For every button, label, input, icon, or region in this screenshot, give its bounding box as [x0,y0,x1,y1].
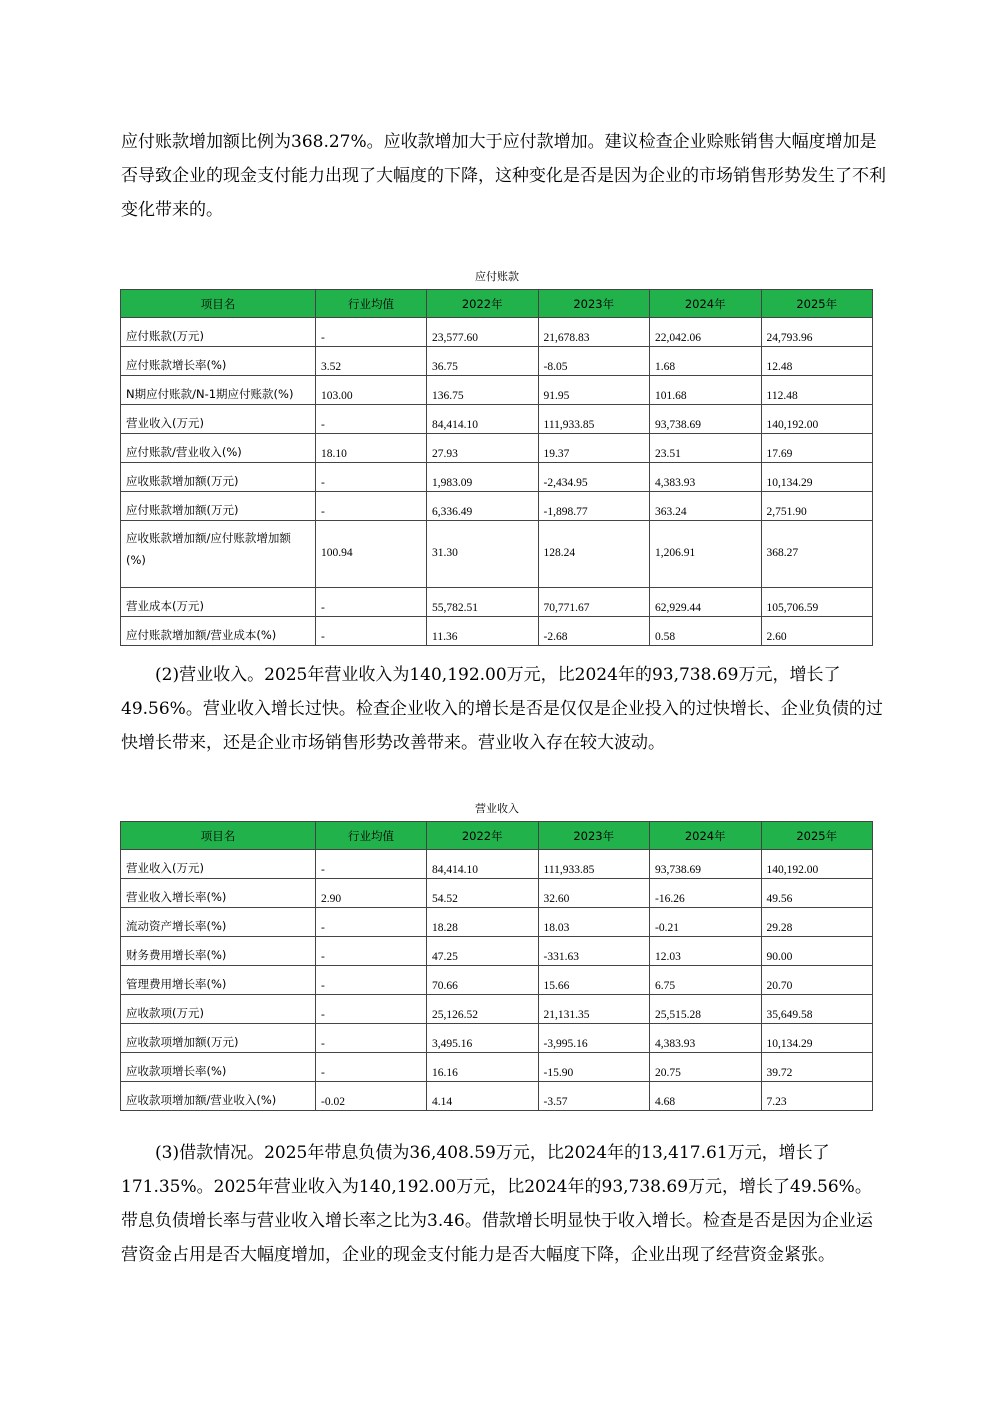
row-label-cell: 应收款项增加额/营业收入(%) [121,1082,316,1111]
value-cell: 111,933.85 [538,405,650,434]
value-cell: 19.37 [538,434,650,463]
paragraph-revenue-analysis: (2)营业收入。2025年营业收入为140,192.00万元，比2024年的93,738.69万元，增长了49.56%。营业收入增长过快。检查企业收入的增长是否是仅仅是企业投入的过快增长、企业负债的过快增长带来，还是企业市场销售形势改善带来。营业收入存在较大波动。 [121,665,883,753]
table-row [121,463,873,492]
value-cell: 2,751.90 [761,492,873,521]
value-cell: 18.10 [316,434,427,463]
value-cell: -8.05 [538,347,650,376]
row-label-cell: 应收账款增加额(万元) [121,463,316,492]
row-label-cell: 营业收入(万元) [121,405,316,434]
table-row [121,434,873,463]
value-cell: 18.03 [538,908,650,937]
value-cell: 10,134.29 [761,1024,873,1053]
value-cell: - [316,318,427,347]
paragraph-borrowing-analysis: (3)借款情况。2025年带息负债为36,408.59万元，比2024年的13,417.61万元，增长了171.35%。2025年营业收入为140,192.00万元，比2024年的93,738.69万元，增长了49.56%。带息负债增长率与营业收入增长率之比为3.46。借款增长明显快于收入增长。检查是否是因为企业运营资金占用是否大幅度增加，企业的现金支付能力是否大幅度下降，企业出现了经营资金紧张。 [121,1143,873,1265]
value-cell: 111,933.85 [538,850,650,879]
table-row [121,1082,873,1111]
value-cell: 23,577.60 [427,318,539,347]
value-cell: 20.75 [650,1053,762,1082]
value-cell: -331.63 [538,937,650,966]
value-cell: -3.57 [538,1082,650,1111]
value-cell: 136.75 [427,376,539,405]
value-cell: - [316,1024,427,1053]
table-row [121,617,873,646]
header-cell: 2023年 [538,290,650,318]
value-cell: 25,126.52 [427,995,539,1024]
row-label-cell: N期应付账款/N-1期应付账款(%) [121,376,316,405]
header-cell: 2022年 [427,290,539,318]
value-cell: 27.93 [427,434,539,463]
value-cell: 22,042.06 [650,318,762,347]
value-cell: 368.27 [761,521,873,588]
value-cell: 7.23 [761,1082,873,1111]
value-cell: 84,414.10 [427,405,539,434]
value-cell: 10,134.29 [761,463,873,492]
value-cell: 93,738.69 [650,850,762,879]
table-row [121,908,873,937]
value-cell: 12.48 [761,347,873,376]
value-cell: 2.90 [316,879,427,908]
value-cell: 4,383.93 [650,463,762,492]
value-cell: 62,929.44 [650,588,762,617]
table-row [121,521,873,588]
table-row [121,492,873,521]
paragraph-accounts-payable-conclusion: 应付账款增加额比例为368.27%。应收款增加大于应付款增加。建议检查企业赊账销售大幅度增加是否导致企业的现金支付能力出现了大幅度的下降，这种变化是否是因为企业的市场销售形势发生了不利变化带来的。 [121,132,886,220]
header-cell: 2024年 [650,290,762,318]
revenue-table [120,821,873,1111]
value-cell: 70.66 [427,966,539,995]
value-cell: -2,434.95 [538,463,650,492]
value-cell: 6.75 [650,966,762,995]
table-row [121,405,873,434]
row-label-cell: 应付账款增长率(%) [121,347,316,376]
value-cell: 54.52 [427,879,539,908]
table-row [121,966,873,995]
row-label-cell: 应收款项增加额(万元) [121,1024,316,1053]
table-row [121,1053,873,1082]
value-cell: 91.95 [538,376,650,405]
row-label-cell: 营业收入(万元) [121,850,316,879]
table-row [121,318,873,347]
value-cell: - [316,405,427,434]
value-cell: 47.25 [427,937,539,966]
value-cell: -16.26 [650,879,762,908]
value-cell: 105,706.59 [761,588,873,617]
value-cell: - [316,492,427,521]
value-cell: 12.03 [650,937,762,966]
header-cell: 项目名 [121,822,316,850]
value-cell: 3,495.16 [427,1024,539,1053]
value-cell: 0.58 [650,617,762,646]
header-cell: 2025年 [761,822,873,850]
header-cell: 行业均值 [316,290,427,318]
value-cell: - [316,1053,427,1082]
header-cell: 项目名 [121,290,316,318]
header-cell: 行业均值 [316,822,427,850]
table-caption-revenue: 营业收入 [475,802,519,815]
value-cell: 84,414.10 [427,850,539,879]
value-cell: 112.48 [761,376,873,405]
value-cell: 103.00 [316,376,427,405]
value-cell: - [316,588,427,617]
row-label-cell: 应付账款(万元) [121,318,316,347]
table-row [121,1024,873,1053]
row-label-cell: 应付账款增加额/营业成本(%) [121,617,316,646]
table-row [121,376,873,405]
value-cell: 100.94 [316,521,427,588]
value-cell: 4,383.93 [650,1024,762,1053]
value-cell: -3,995.16 [538,1024,650,1053]
value-cell: 140,192.00 [761,850,873,879]
accounts-payable-table [120,289,873,646]
value-cell: 1,206.91 [650,521,762,588]
table-header-row [121,822,873,850]
value-cell: 23.51 [650,434,762,463]
value-cell: 36.75 [427,347,539,376]
value-cell: 1.68 [650,347,762,376]
row-label-cell: 营业成本(万元) [121,588,316,617]
value-cell: 32.60 [538,879,650,908]
value-cell: 16.16 [427,1053,539,1082]
value-cell: -0.21 [650,908,762,937]
table-row [121,588,873,617]
value-cell: 21,131.35 [538,995,650,1024]
value-cell: 25,515.28 [650,995,762,1024]
value-cell: 4.68 [650,1082,762,1111]
value-cell: 29.28 [761,908,873,937]
row-label-cell: 流动资产增长率(%) [121,908,316,937]
header-cell: 2025年 [761,290,873,318]
value-cell: 49.56 [761,879,873,908]
row-label-cell: 管理费用增长率(%) [121,966,316,995]
value-cell: 15.66 [538,966,650,995]
value-cell: 70,771.67 [538,588,650,617]
value-cell: 11.36 [427,617,539,646]
value-cell: 31.30 [427,521,539,588]
header-cell: 2024年 [650,822,762,850]
value-cell: 363.24 [650,492,762,521]
value-cell: 128.24 [538,521,650,588]
value-cell: 24,793.96 [761,318,873,347]
value-cell: - [316,463,427,492]
row-label-cell: 财务费用增长率(%) [121,937,316,966]
value-cell: 55,782.51 [427,588,539,617]
table-row [121,937,873,966]
row-label-cell: 营业收入增长率(%) [121,879,316,908]
value-cell: - [316,937,427,966]
value-cell: 21,678.83 [538,318,650,347]
value-cell: 4.14 [427,1082,539,1111]
value-cell: - [316,995,427,1024]
value-cell: - [316,617,427,646]
value-cell: 2.60 [761,617,873,646]
value-cell: -2.68 [538,617,650,646]
header-cell: 2022年 [427,822,539,850]
value-cell: - [316,966,427,995]
value-cell: 1,983.09 [427,463,539,492]
value-cell: 18.28 [427,908,539,937]
value-cell: 90.00 [761,937,873,966]
row-label-cell: 应收款项(万元) [121,995,316,1024]
table-row [121,995,873,1024]
value-cell: 35,649.58 [761,995,873,1024]
value-cell: -0.02 [316,1082,427,1111]
table-header-row [121,290,873,318]
table-row [121,850,873,879]
value-cell: - [316,850,427,879]
value-cell: -15.90 [538,1053,650,1082]
value-cell: 39.72 [761,1053,873,1082]
row-label-cell: 应付账款/营业收入(%) [121,434,316,463]
value-cell: 3.52 [316,347,427,376]
value-cell: 93,738.69 [650,405,762,434]
table-row [121,347,873,376]
row-label-cell: 应收账款增加额/应付账款增加额(%) [121,521,316,588]
value-cell: 20.70 [761,966,873,995]
row-label-cell: 应付账款增加额(万元) [121,492,316,521]
value-cell: 140,192.00 [761,405,873,434]
table-caption-accounts-payable: 应付账款 [475,270,519,283]
table-row [121,879,873,908]
value-cell: -1,898.77 [538,492,650,521]
header-cell: 2023年 [538,822,650,850]
value-cell: 6,336.49 [427,492,539,521]
value-cell: - [316,908,427,937]
row-label-cell: 应收款项增长率(%) [121,1053,316,1082]
value-cell: 17.69 [761,434,873,463]
value-cell: 101.68 [650,376,762,405]
